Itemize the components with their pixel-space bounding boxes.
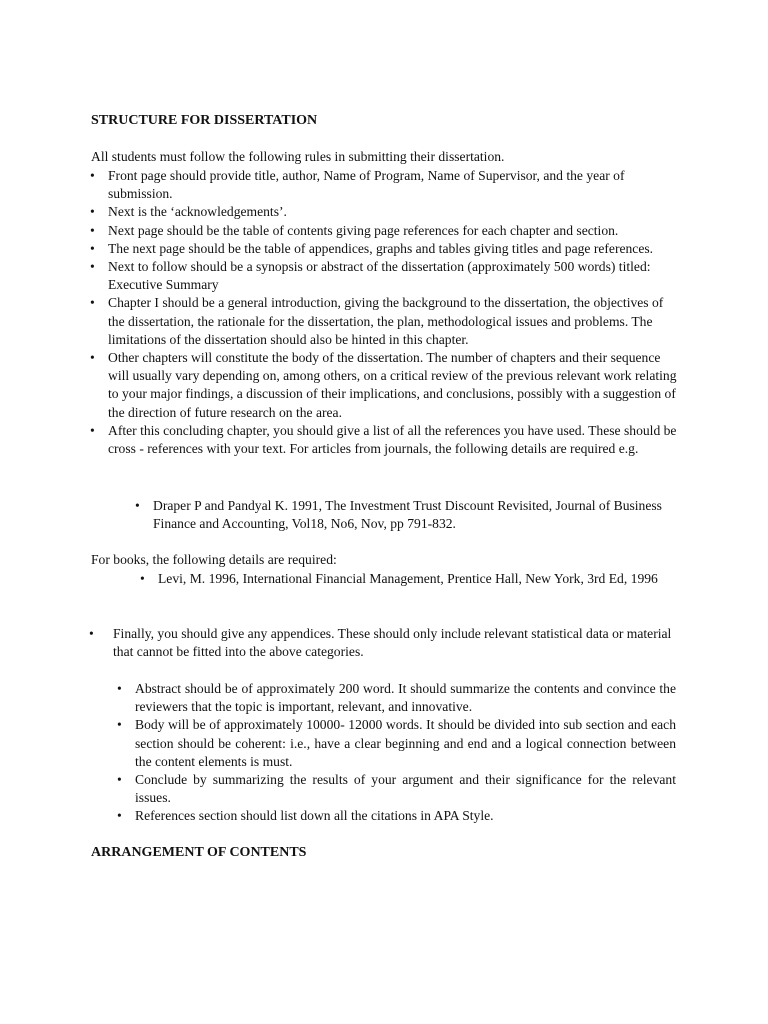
list-item-text: Other chapters will constitute the body of the dissertation. The number of chapters and their sequence will usually vary depending on, among others, on a critical review of the previous relevant work relating to your major findings, a discussion of their implications, and conclusions, possibly with a suggestion of the direction of future research on the area. [108,350,677,420]
list-item [135,497,673,533]
bullet-icon: • [117,772,122,788]
list-item [90,422,678,458]
journal-reference-example: Draper P and Pandyal K. 1991, The Investment Trust Discount Revisited, Journal of Business Finance and Accounting, Vol18, No6, Nov, pp 791-832. [153,498,662,532]
journal-example-list [135,497,673,533]
abstract-guideline: Abstract should be of approximately 200 word. It should summarize the contents and convince the reviewers that the topic is important, relevant, and innovative. [135,681,676,715]
bullet-icon: • [117,808,122,824]
list-item [140,570,658,588]
section-heading-arrangement: ARRANGEMENT OF CONTENTS [91,845,307,860]
list-item-text: After this concluding chapter, you should give a list of all the references you have used. These should be cross - references with your text. For articles from journals, the following details are required e.g. [108,422,677,457]
list-item-text: Next is the ‘acknowledgements’. [108,204,287,220]
bullet-icon: • [117,717,122,733]
bullet-icon: • [90,240,95,256]
bullet-icon: • [90,350,95,366]
list-item-text: Next to follow should be a synopsis or abstract of the dissertation (approximately 500 words) titled: Executive Summary [108,259,651,293]
bullet-icon: • [90,204,95,220]
list-item [90,203,678,221]
list-item-text: Next page should be the table of contents giving page references for each chapter and section. [108,222,619,238]
book-example-list [140,570,658,588]
list-item [89,625,673,661]
bullet-icon: • [90,168,95,183]
list-item [117,680,676,716]
books-intro: For books, the following details are required: [91,552,337,567]
conclusion-guideline: Conclude by summarizing the results of your argument and their significance for the relevant issues. [135,772,676,806]
list-item [90,294,678,349]
references-guideline: References section should list down all the citations in APA Style. [135,808,494,824]
list-item [117,716,676,771]
rules-list [90,167,678,458]
bullet-icon: • [89,626,94,641]
list-item [90,240,678,258]
bullet-icon: • [90,295,95,311]
bullet-icon: • [90,222,95,238]
list-item [90,222,678,240]
list-item [90,349,678,422]
list-item [117,807,676,825]
bullet-icon: • [90,422,95,438]
list-item-text: Chapter I should be a general introduction, giving the background to the dissertation, the objectives of the dissertation, the rationale for the dissertation, the plan, methodological issues and problems. The limitations of the dissertation should also be hinted in this chapter. [108,295,664,347]
bullet-icon: • [90,259,95,275]
list-item [90,167,678,203]
sections-list [117,680,676,826]
bullet-icon: • [140,571,145,586]
bullet-icon: • [135,498,140,513]
list-item [117,771,676,807]
appendices-list [89,625,673,661]
section-heading-structure: STRUCTURE FOR DISSERTATION [91,113,318,128]
body-guideline: Body will be of approximately 10000- 12000 words. It should be divided into sub section and each section should be coherent: i.e., have a clear beginning and end and a logical connection between the content elements is must. [135,717,676,769]
bullet-icon: • [117,681,122,696]
list-item-text: Front page should provide title, author, Name of Program, Name of Supervisor, and the year of submission. [108,168,625,202]
list-item [90,258,678,294]
book-reference-example: Levi, M. 1996, International Financial Management, Prentice Hall, New York, 3rd Ed, 1996 [158,571,658,586]
list-item-text: Finally, you should give any appendices. These should only include relevant statistical data or material that cannot be fitted into the above categories. [113,626,672,660]
list-item-text: The next page should be the table of appendices, graphs and tables giving titles and page references. [108,240,654,256]
intro-paragraph: All students must follow the following rules in submitting their dissertation. [91,149,505,164]
